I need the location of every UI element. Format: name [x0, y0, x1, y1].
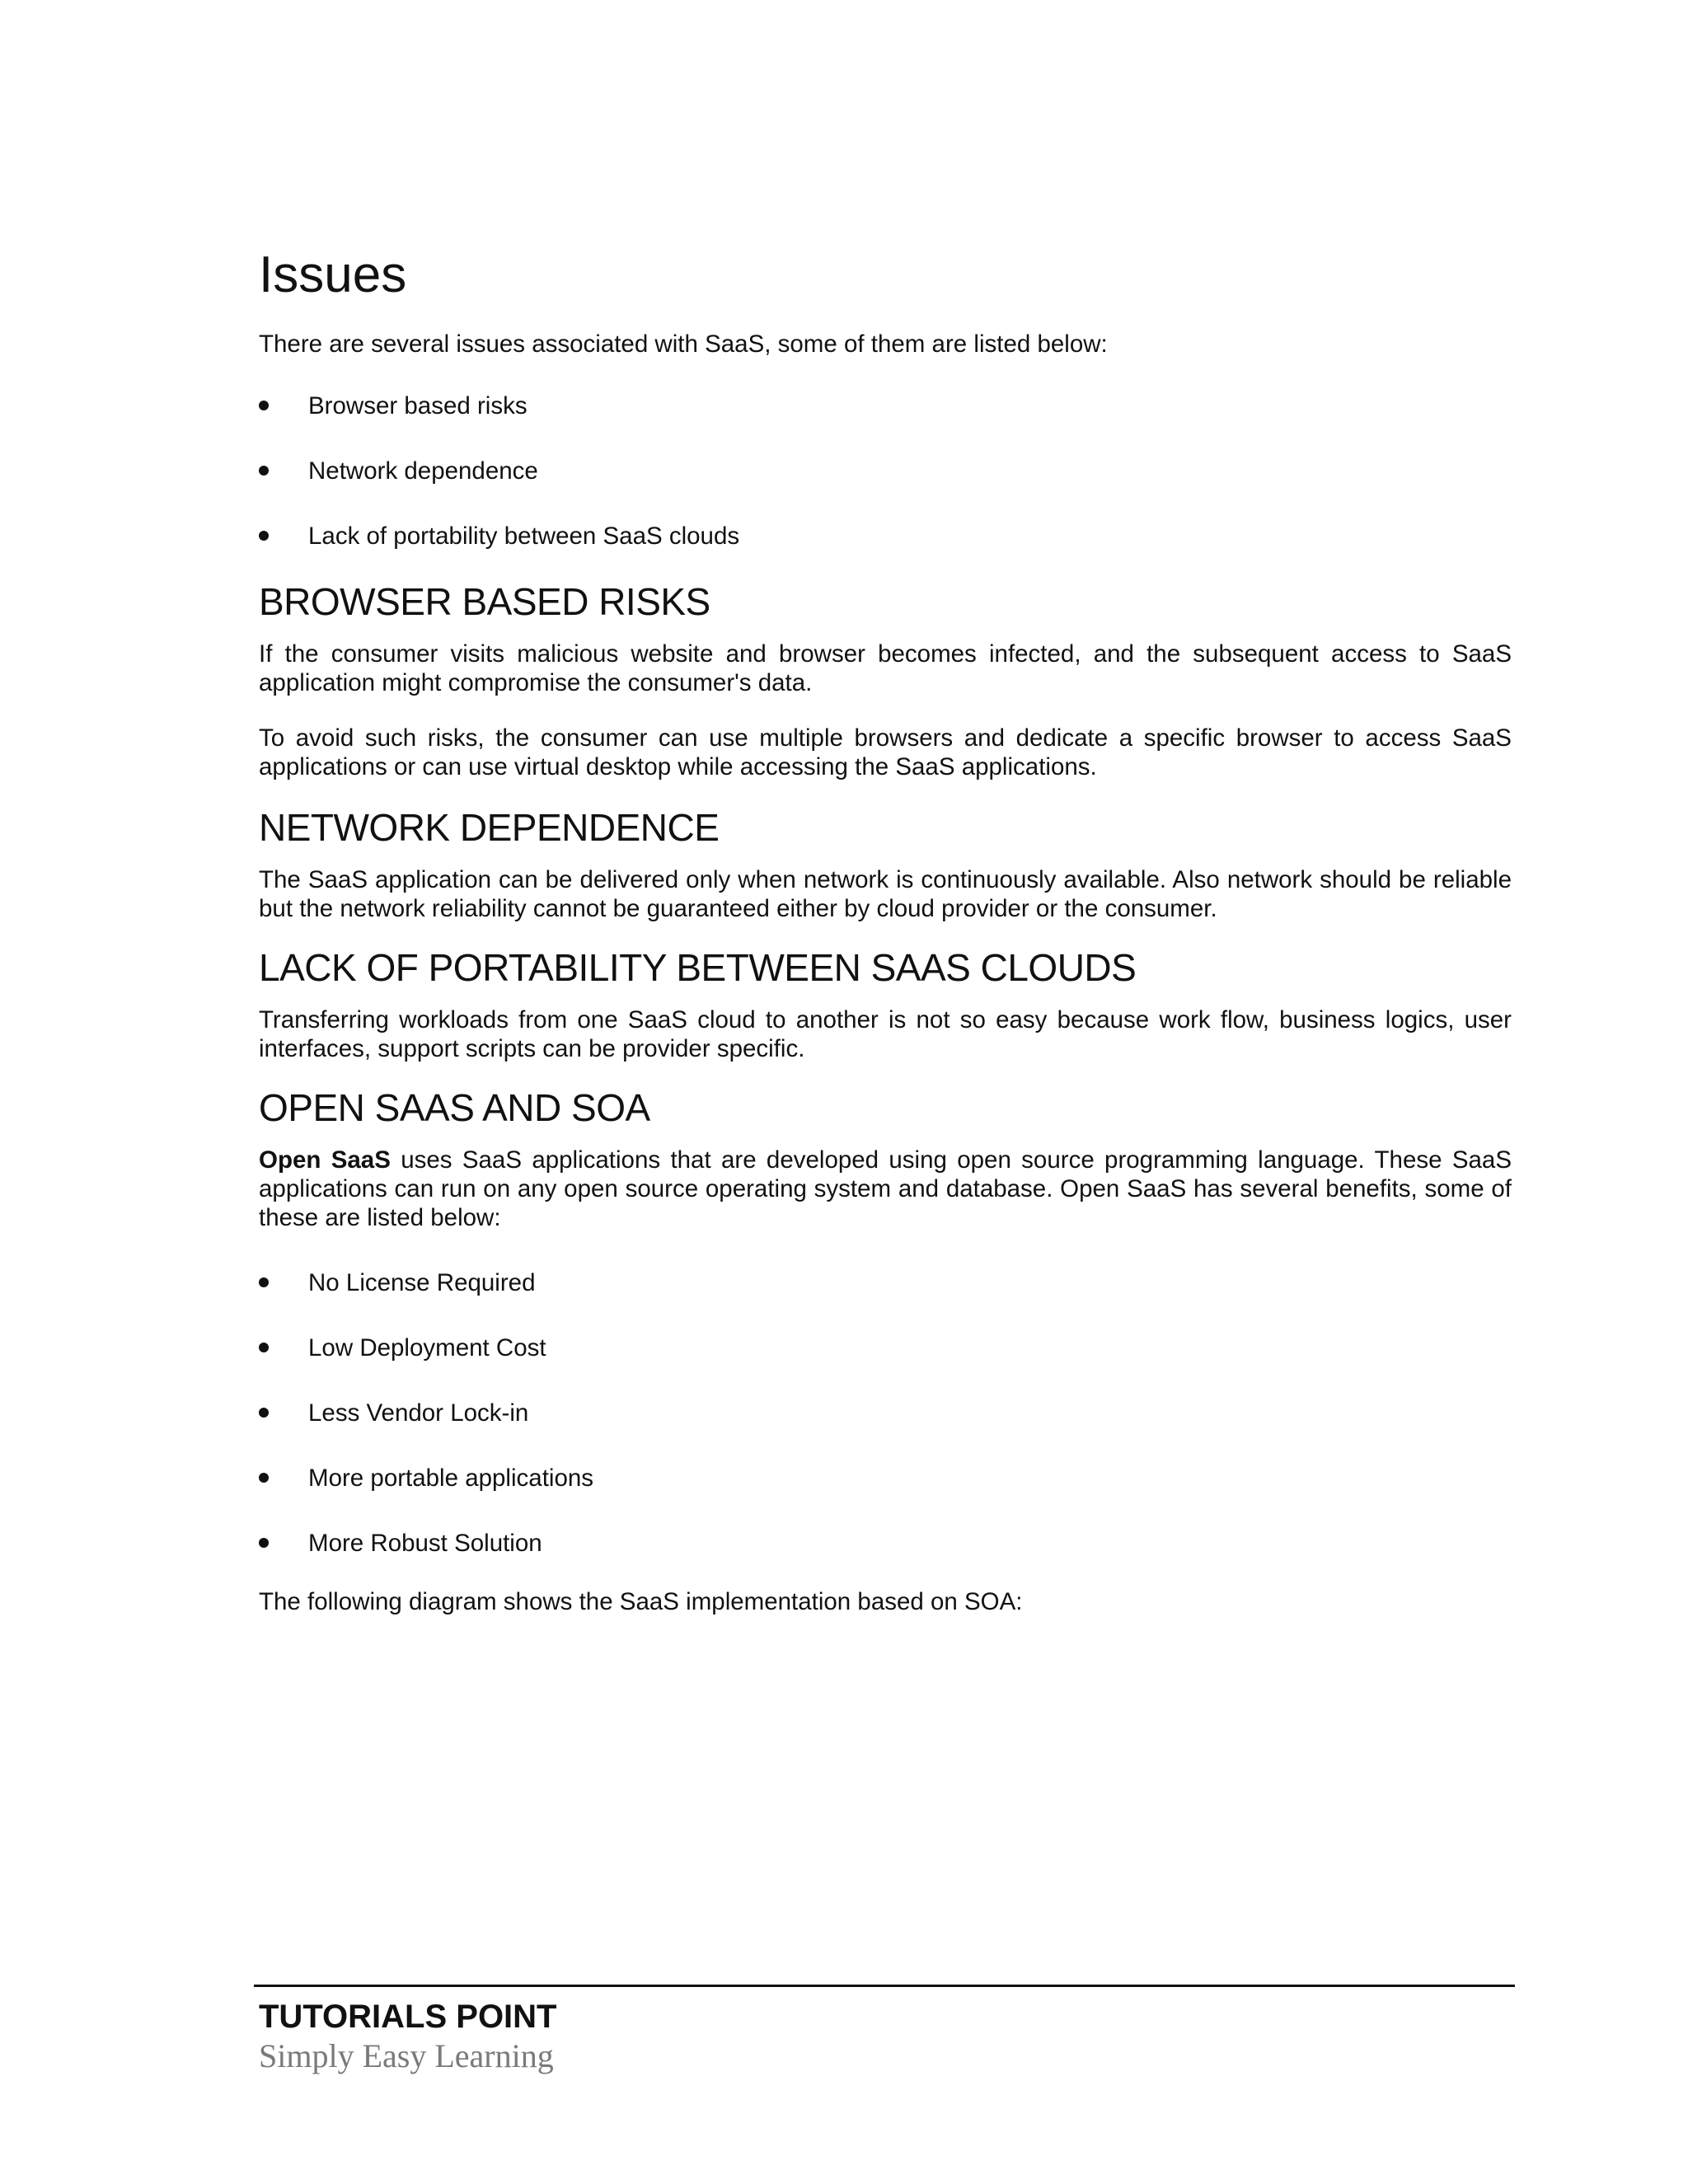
- bullet-icon: [259, 1277, 269, 1287]
- document-body: [259, 246, 1512, 1616]
- open-saas-paragraph: [259, 1146, 1512, 1232]
- diagram-intro: The following diagram shows the SaaS implementation based on SOA:: [259, 1588, 1023, 1615]
- list-item: [259, 1333, 1512, 1362]
- bullet-icon: [259, 466, 269, 476]
- list-item-label: Network dependence: [308, 457, 538, 485]
- list-item-label: More portable applications: [308, 1465, 594, 1492]
- list-item: [259, 391, 1512, 420]
- footer-divider: [254, 1985, 1515, 1987]
- bullet-icon: [259, 1473, 269, 1483]
- issues-list: [259, 391, 1512, 551]
- open-saas-term: Open SaaS: [259, 1146, 391, 1174]
- list-item: [259, 457, 1512, 485]
- list-item: [259, 1464, 1512, 1493]
- list-item: [259, 1399, 1512, 1427]
- list-item-label: More Robust Solution: [308, 1530, 542, 1557]
- list-item-label: Browser based risks: [308, 392, 528, 419]
- list-item-label: Less Vendor Lock-in: [308, 1399, 529, 1427]
- footer-tagline: Simply Easy Learning: [259, 2037, 554, 2074]
- section-heading-lack-portability: LACK OF PORTABILITY BETWEEN SAAS CLOUDS: [259, 946, 1137, 989]
- list-item: [259, 522, 1512, 551]
- issues-intro: There are several issues associated with SaaS, some of them are listed below:: [259, 330, 1108, 358]
- footer-brand: TUTORIALS POINT: [259, 1999, 557, 2035]
- list-item-label: No License Required: [308, 1269, 536, 1296]
- benefits-list: [259, 1268, 1512, 1558]
- bullet-icon: [259, 1538, 269, 1548]
- browser-risks-paragraph-2: To avoid such risks, the consumer can use multiple browsers and dedicate a specific browser to access SaaS applications or can use virtual desktop while accessing the SaaS applications.: [259, 724, 1512, 780]
- network-dependence-paragraph: The SaaS application can be delivered only when network is continuously available. Also network should be reliable but the network reliability cannot be guaranteed either by cloud provider or the consumer.: [259, 866, 1512, 922]
- bullet-icon: [259, 1343, 269, 1352]
- list-item-label: Lack of portability between SaaS clouds: [308, 523, 740, 550]
- list-item-label: Low Deployment Cost: [308, 1334, 546, 1361]
- bullet-icon: [259, 1408, 269, 1418]
- open-saas-text: uses SaaS applications that are developed using open source programming language. These SaaS applications can run on any open source operating system and database. Open SaaS has several benefits, some of these are listed below:: [259, 1146, 1512, 1231]
- page-title: Issues: [259, 246, 407, 303]
- section-heading-network-dependence: NETWORK DEPENDENCE: [259, 806, 720, 849]
- section-heading-open-saas: OPEN SAAS AND SOA: [259, 1086, 650, 1129]
- bullet-icon: [259, 401, 269, 410]
- browser-risks-paragraph-1: If the consumer visits malicious website and browser becomes infected, and the subsequent access to SaaS application might compromise the consumer's data.: [259, 640, 1512, 696]
- lack-portability-paragraph: Transferring workloads from one SaaS cloud to another is not so easy because work flow, business logics, user interfaces, support scripts can be provider specific.: [259, 1006, 1512, 1062]
- section-heading-browser-risks: BROWSER BASED RISKS: [259, 580, 710, 623]
- list-item: [259, 1268, 1512, 1297]
- bullet-icon: [259, 531, 269, 541]
- list-item: [259, 1529, 1512, 1558]
